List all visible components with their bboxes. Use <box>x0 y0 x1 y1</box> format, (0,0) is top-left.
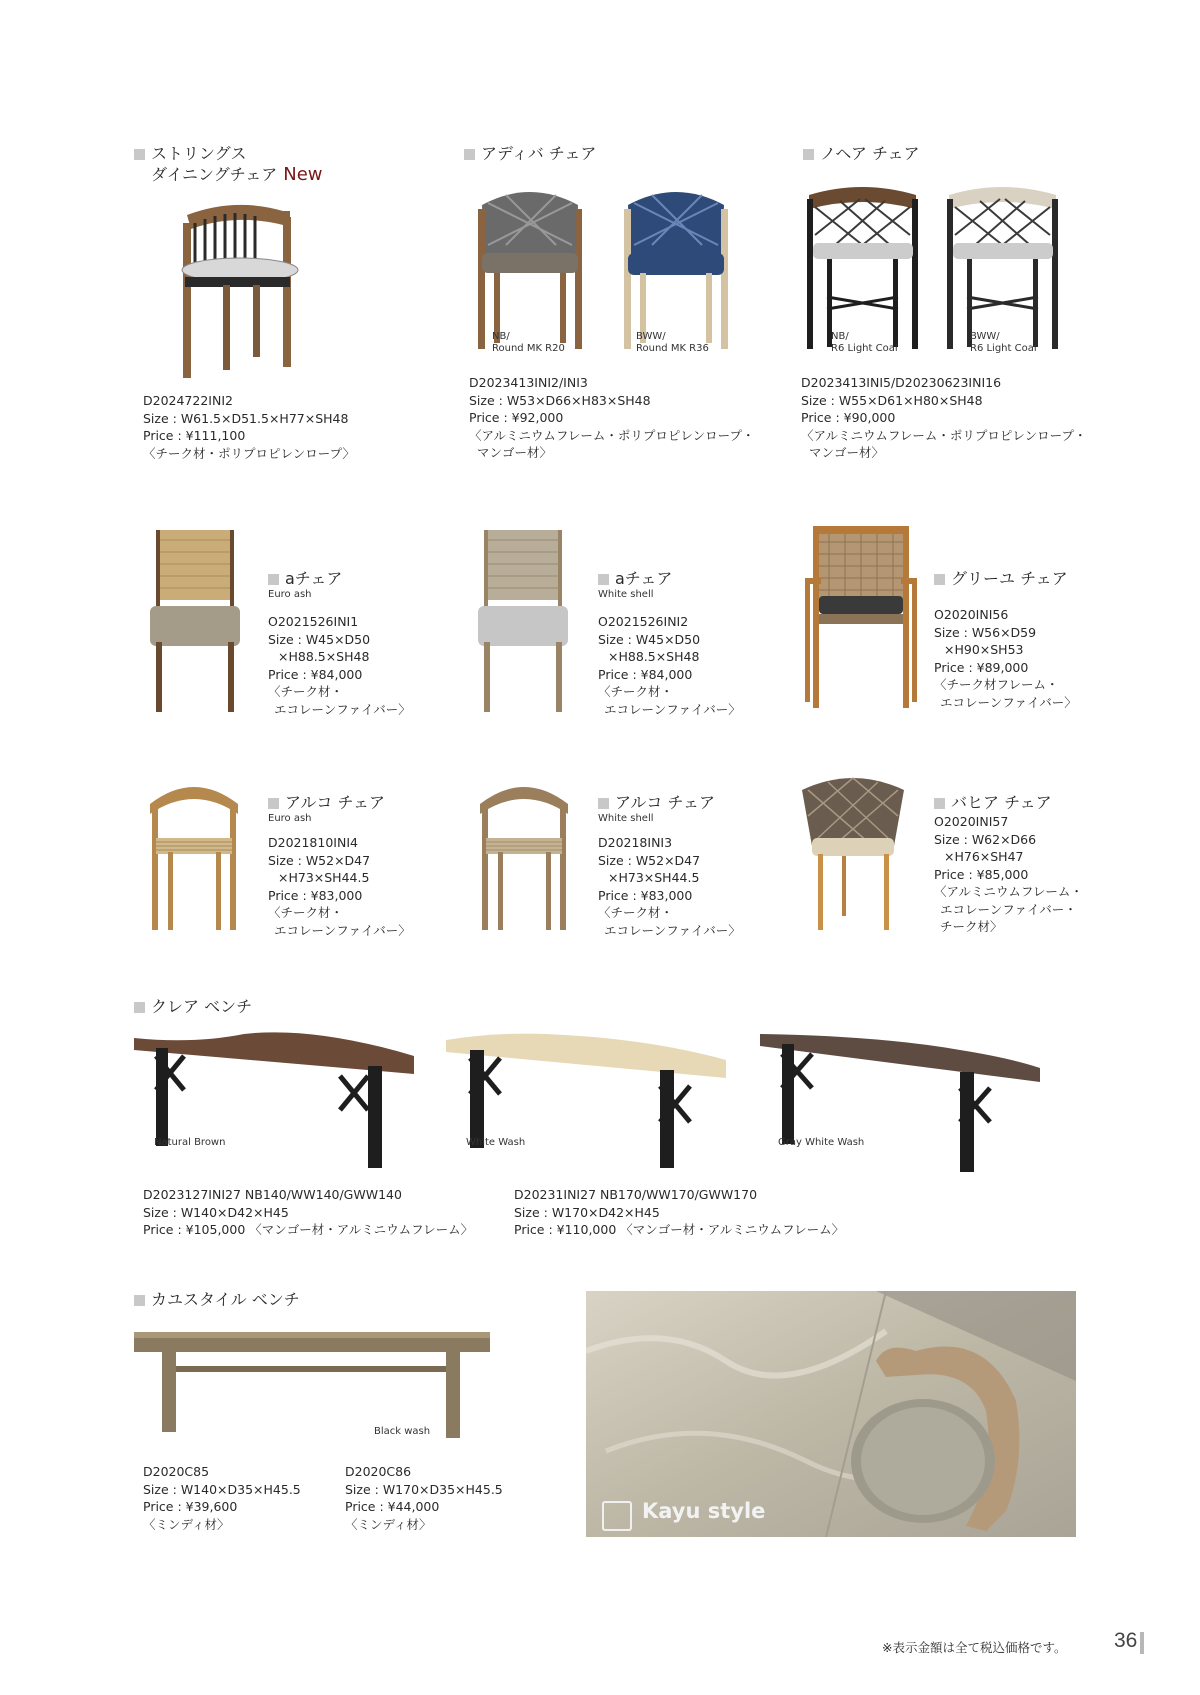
a-chair-white-shell-image <box>478 530 568 715</box>
product-spec: D2020C86 Size : W170×D35×H45.5 Price : ¥44,000 〈ミンディ材〉 <box>345 1464 503 1532</box>
product-heading: アルコ チェア <box>268 792 385 813</box>
product-spec: D2020C85 Size : W140×D35×H45.5 Price : ¥39,600 〈ミンディ材〉 <box>143 1464 301 1532</box>
heading-square-icon <box>268 574 279 585</box>
product-spec: O2021526INI2 Size : W45×D50 ×H88.5×SH48 Price : ¥84,000 〈チーク材・ エコレーンファイバー〉 <box>598 614 741 717</box>
kayu-brand-text: Kayu style <box>642 1499 766 1523</box>
product-spec: D2023127INI27 NB140/WW140/GWW140 Size : W140×D42×H45 Price : ¥105,000 〈マンゴー材・アルミニウムフレーム〉 <box>143 1187 474 1237</box>
product-spec: D2023413INI5/D20230623INI16 Size : W55×D61×H80×SH48 Price : ¥90,000 〈アルミニウムフレーム・ポリプロピレンロープ・ マンゴー材〉 <box>801 375 1087 460</box>
section-heading: クレア ベンチ <box>134 996 252 1017</box>
finish-label: Euro ash <box>268 589 312 600</box>
heading-square-icon <box>268 798 279 809</box>
kayu-style-photo <box>586 1291 1076 1537</box>
finish-label: NB/ R6 Light Coal <box>831 331 898 354</box>
product-spec: D2021810INI4 Size : W52×D47 ×H73×SH44.5 Price : ¥83,000 〈チーク材・ エコレーンファイバー〉 <box>268 835 411 938</box>
product-spec: D2023413INI2/INI3 Size : W53×D66×H83×SH48 Price : ¥92,000 〈アルミニウムフレーム・ポリプロピレンロープ・ マンゴー材〉 <box>469 375 755 460</box>
finish-label: White Wash <box>466 1137 526 1148</box>
product-spec: D20231INI27 NB170/WW170/GWW170 Size : W170×D42×H45 Price : ¥110,000 〈マンゴー材・アルミニウムフレーム〉 <box>514 1187 845 1237</box>
finish-label: Gray White Wash <box>778 1137 865 1148</box>
clare-bench-gray-white-wash-image <box>760 1030 1040 1170</box>
product-heading: aチェア <box>268 568 342 589</box>
product-spec: D2024722INI2 Size : W61.5×D51.5×H77×SH48 Price : ¥111,100 〈チーク材・ポリプロピレンロープ〉 <box>143 393 355 461</box>
heading-square-icon <box>464 149 475 160</box>
finish-label: BWW/ R6 Light Coal <box>970 331 1037 354</box>
product-heading: アルコ チェア <box>598 792 715 813</box>
kayu-bench-image <box>134 1330 490 1440</box>
clare-bench-natural-brown-image <box>134 1030 414 1170</box>
product-heading: グリーユ チェア <box>934 568 1068 589</box>
heading-square-icon <box>934 574 945 585</box>
product-heading: aチェア <box>598 568 672 589</box>
heading-square-icon <box>134 1295 145 1306</box>
grille-chair-image <box>805 526 917 711</box>
clare-bench-white-wash-image <box>446 1030 726 1170</box>
page-marker <box>1140 1632 1144 1654</box>
heading-square-icon <box>803 149 814 160</box>
page-number: 36 <box>1114 1629 1138 1652</box>
heading-square-icon <box>934 798 945 809</box>
section-heading: カユスタイル ベンチ <box>134 1289 300 1310</box>
heading-square-icon <box>598 574 609 585</box>
finish-label: Natural Brown <box>154 1137 226 1148</box>
kayu-logo-icon <box>602 1501 632 1531</box>
a-chair-euro-ash-image <box>150 530 240 715</box>
product-spec: D20218INI3 Size : W52×D47 ×H73×SH44.5 Price : ¥83,000 〈チーク材・ エコレーンファイバー〉 <box>598 835 741 938</box>
adiva-chair-nb-image <box>476 185 584 355</box>
finish-label: BWW/ Round MK R36 <box>636 331 709 354</box>
product-heading: アディバ チェア <box>464 143 596 164</box>
heading-square-icon <box>598 798 609 809</box>
finish-label: Euro ash <box>268 813 312 824</box>
finish-label: Black wash <box>374 1426 431 1437</box>
nohea-chair-nb-image <box>805 185 920 355</box>
product-heading: バヒア チェア <box>934 792 1052 813</box>
finish-label: White shell <box>598 813 654 824</box>
product-spec: O2020INI56 Size : W56×D59 ×H90×SH53 Price : ¥89,000 〈チーク材フレーム・ エコレーンファイバー〉 <box>934 607 1077 710</box>
bahia-chair-image <box>798 776 908 932</box>
product-spec: O2021526INI1 Size : W45×D50 ×H88.5×SH48 Price : ¥84,000 〈チーク材・ エコレーンファイバー〉 <box>268 614 411 717</box>
tax-note: ※表示金額は全て税込価格です。 <box>882 1640 1067 1655</box>
nohea-chair-bww-image <box>945 185 1060 355</box>
product-heading: ノヘア チェア <box>803 143 920 164</box>
heading-square-icon <box>134 1002 145 1013</box>
new-badge: New <box>283 164 323 185</box>
arco-chair-euro-ash-image <box>146 778 242 933</box>
finish-label: NB/ Round MK R20 <box>492 331 565 354</box>
finish-label: White shell <box>598 589 654 600</box>
product-heading: ストリングス ダイニングチェア New <box>134 143 323 185</box>
adiva-chair-bww-image <box>622 185 730 355</box>
heading-square-icon <box>134 149 145 160</box>
arco-chair-white-shell-image <box>476 778 572 933</box>
strings-chair-image <box>165 205 315 380</box>
product-spec: O2020INI57 Size : W62×D66 ×H76×SH47 Price : ¥85,000 〈アルミニウムフレーム・ エコレーンファイバー・ チーク材〉 <box>934 814 1083 934</box>
